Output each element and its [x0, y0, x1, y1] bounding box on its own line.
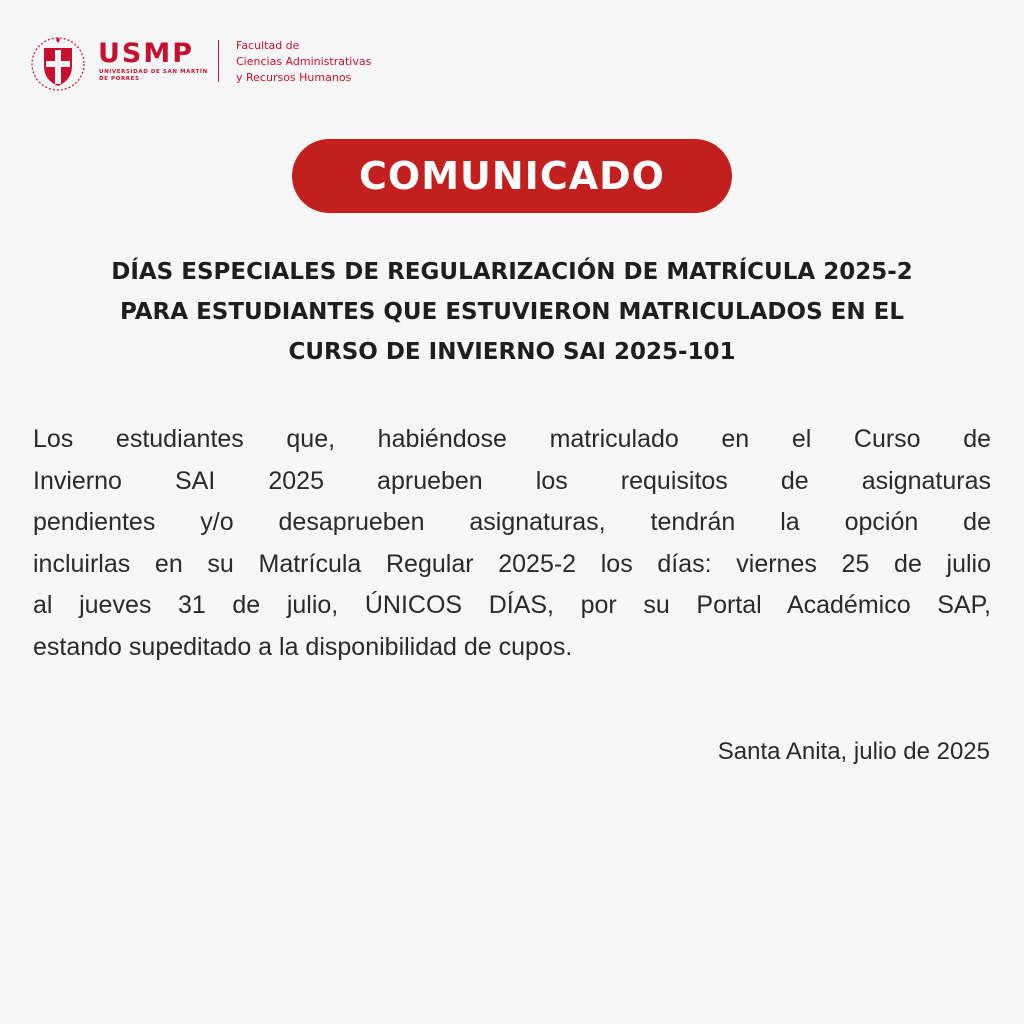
- faculty-name: [236, 38, 371, 86]
- body-line: incluirlas en su Matrícula Regular 2025-2 los días: viernes 25 de julio: [33, 549, 991, 578]
- badge-label: COMUNICADO: [359, 154, 665, 198]
- title-line: DÍAS ESPECIALES DE REGULARIZACIÓN DE MATRÍCULA 2025-2: [111, 259, 913, 285]
- university-name: UNIVERSIDAD DE SAN MARTÍN DE PORRES: [99, 69, 208, 82]
- header: [30, 36, 430, 92]
- faculty-line: Facultad de: [236, 39, 300, 52]
- header-divider: [218, 40, 219, 82]
- faculty-line: y Recursos Humanos: [236, 71, 352, 84]
- announcement-title: [40, 252, 984, 372]
- usmp-seal-logo: [30, 36, 86, 92]
- signoff-place-date: Santa Anita, julio de 2025: [717, 738, 990, 765]
- title-line: CURSO DE INVIERNO SAI 2025-101: [288, 339, 736, 365]
- faculty-line: Ciencias Administrativas: [236, 55, 372, 68]
- usmp-wordmark: USMP: [98, 38, 195, 69]
- body-line: al jueves 31 de julio, ÚNICOS DÍAS, por su Portal Académico SAP,: [33, 591, 991, 619]
- body-line: Invierno SAI 2025 aprueben los requisitos de asignaturas: [33, 466, 991, 495]
- announcement-body: [33, 419, 991, 668]
- body-line: estando supeditado a la disponibilidad de cupos.: [33, 632, 573, 661]
- comunicado-badge: [292, 139, 732, 213]
- body-line: Los estudiantes que, habiéndose matriculado en el Curso de: [33, 425, 991, 453]
- title-line: PARA ESTUDIANTES QUE ESTUVIERON MATRICULADOS EN EL: [120, 299, 904, 325]
- body-line: pendientes y/o desaprueben asignaturas, tendrán la opción de: [33, 508, 991, 536]
